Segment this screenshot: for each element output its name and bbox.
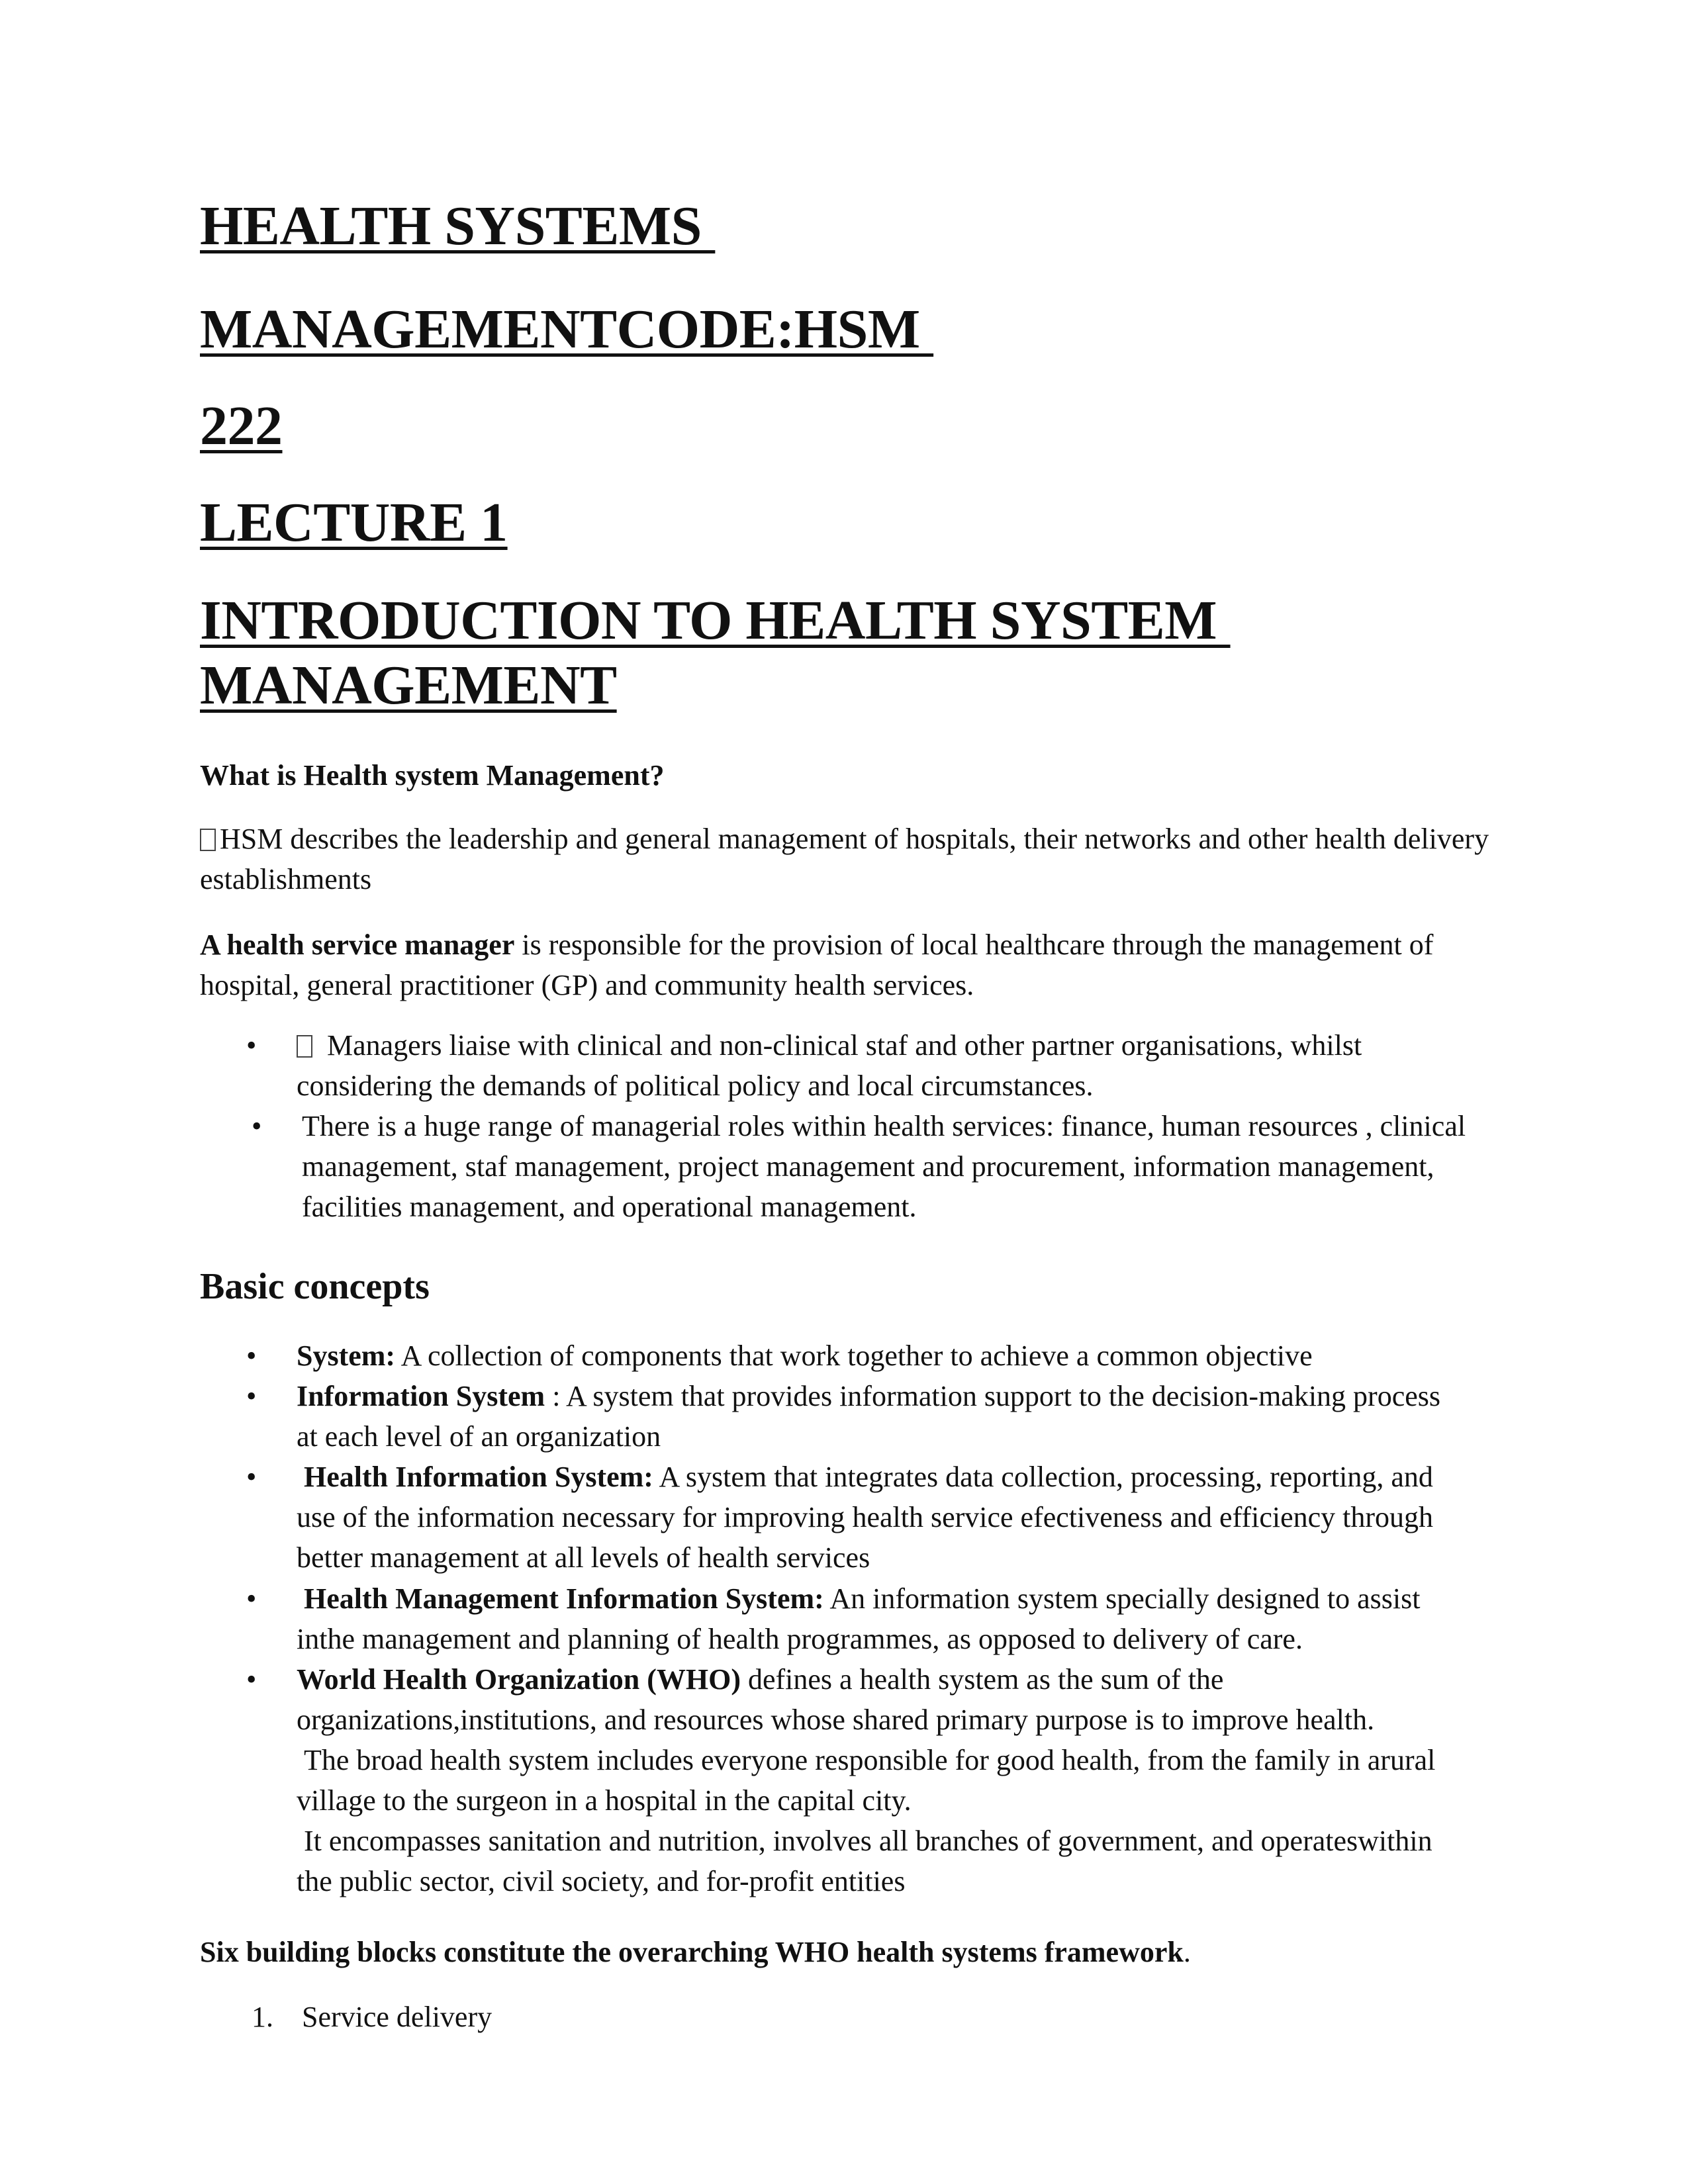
bullet-icon: • <box>252 1110 262 1142</box>
bullet-icon: • <box>246 1461 257 1493</box>
section-question: What is Health system Management? <box>200 759 665 792</box>
basic-concepts-heading: Basic concepts <box>200 1266 430 1307</box>
bullet-icon: • <box>246 1029 257 1062</box>
concept-health-management-information-system <box>297 1578 1475 1659</box>
concept-information-system <box>297 1376 1448 1457</box>
concept-term: World Health Organization (WHO) <box>297 1663 741 1696</box>
concept-definition: A collection of components that work together to achieve a common objective <box>395 1340 1313 1372</box>
concept-who <box>297 1659 1475 1901</box>
missing-glyph-icon <box>200 829 216 851</box>
building-blocks-intro-bold: Six building blocks constitute the overarching WHO health systems framework <box>200 1936 1184 1968</box>
manager-paragraph <box>200 925 1491 1005</box>
building-blocks-intro <box>200 1933 1191 1972</box>
who-extra-1 <box>297 1740 1475 1821</box>
concept-definition: An information system specially designed to assist inthe management and planning of health programmes, as opposed to delivery of care. <box>297 1582 1421 1655</box>
concept-term: Health Management Information System: <box>304 1582 824 1615</box>
who-extra-2-text: It encompasses sanitation and nutrition, involves all branches of government, and operateswithin the public sector, civil society, and for-profit entities <box>297 1825 1432 1897</box>
title-line-2: MANAGEMENTCODE:HSM <box>200 298 934 360</box>
concept-definition: defines a health system as the sum of the organizations,institutions, and resources whose shared primary purpose is to improve health. <box>297 1663 1375 1736</box>
hsm-paragraph-text: HSM describes the leadership and general management of hospitals, their networks and other health delivery establishments <box>200 823 1489 895</box>
manager-paragraph-bold: A health service manager <box>200 929 515 961</box>
who-extra-2 <box>297 1821 1475 1901</box>
manager-bullet-2: There is a huge range of managerial roles within health services: finance, human resources , clinical management, staf management, project management and procurement, information management, facilities management, and operational management. <box>302 1110 1466 1223</box>
title-line-6: MANAGEMENT <box>200 655 617 716</box>
manager-bullet-1 <box>297 1025 1462 1106</box>
bullet-icon: • <box>246 1340 257 1372</box>
concept-health-information-system <box>297 1457 1475 1578</box>
manager-paragraph-text: is responsible for the provision of local healthcare through the management of hospital, general practitioner (GP) and community health services. <box>200 929 1434 1001</box>
bullet-icon: • <box>246 1663 257 1696</box>
concept-system <box>297 1336 1501 1376</box>
title-line-4: LECTURE 1 <box>200 492 508 553</box>
concept-who-definition <box>297 1659 1475 1740</box>
concept-term: Information System <box>297 1380 545 1412</box>
concept-definition: A system that integrates data collection, processing, reporting, and use of the information necessary for improving health service efectiveness and efficiency through better management at all levels of health services <box>297 1461 1434 1574</box>
bullet-icon: • <box>246 1582 257 1615</box>
title-line-5: INTRODUCTION TO HEALTH SYSTEM <box>200 590 1231 651</box>
title-line-3: 222 <box>200 395 283 457</box>
bullet-icon: • <box>246 1380 257 1412</box>
manager-bullet-1-text: Managers liaise with clinical and non-clinical staf and other partner organisations, whilst considering the demands of political policy and local circumstances. <box>297 1029 1362 1102</box>
building-blocks-intro-tail: . <box>1183 1936 1191 1968</box>
concept-definition: : A system that provides information support to the decision-making process at each level of an organization <box>297 1380 1441 1453</box>
concept-term: System: <box>297 1340 396 1372</box>
building-block-number: 1. <box>252 2001 273 2033</box>
building-block-text: Service delivery <box>302 2001 492 2033</box>
missing-glyph-icon <box>297 1035 312 1058</box>
concept-term: Health Information System: <box>304 1461 653 1493</box>
title-line-1: HEALTH SYSTEMS <box>200 195 716 257</box>
who-extra-1-text: The broad health system includes everyone responsible for good health, from the family in arural village to the surgeon in a hospital in the capital city. <box>297 1744 1436 1817</box>
hsm-paragraph <box>200 819 1491 899</box>
